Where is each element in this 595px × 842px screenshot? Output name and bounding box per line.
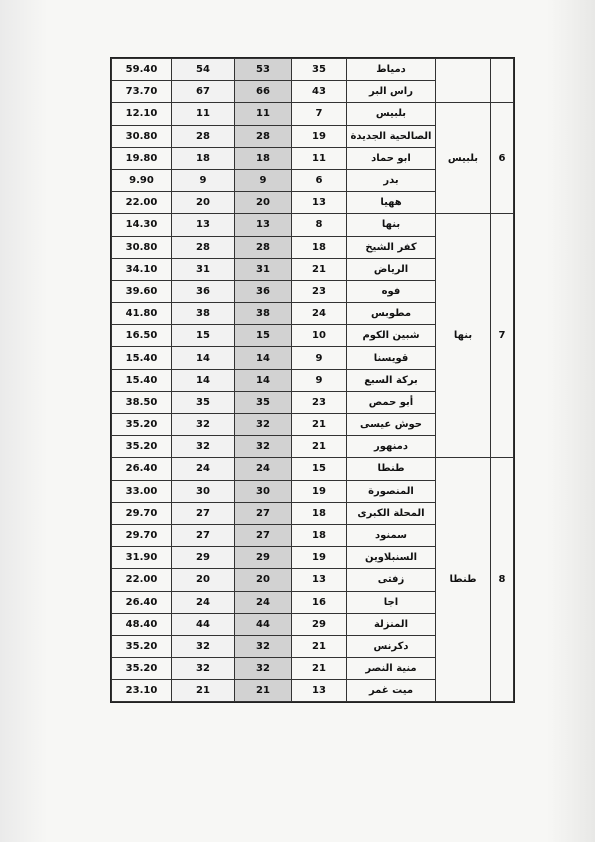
value-col-4: 38.50 bbox=[112, 391, 172, 413]
value-col-2: 27 bbox=[235, 524, 292, 546]
value-col-2: 53 bbox=[235, 59, 292, 81]
value-col-4: 29.70 bbox=[112, 502, 172, 524]
value-col-1: 9 bbox=[292, 347, 347, 369]
value-col-3: 24 bbox=[172, 591, 235, 613]
value-col-3: 32 bbox=[172, 414, 235, 436]
city-name: المنصورة bbox=[347, 480, 436, 502]
value-col-1: 23 bbox=[292, 280, 347, 302]
value-col-1: 21 bbox=[292, 414, 347, 436]
value-col-4: 59.40 bbox=[112, 59, 172, 81]
value-col-3: 36 bbox=[172, 280, 235, 302]
value-col-4: 35.20 bbox=[112, 436, 172, 458]
city-name: دمياط bbox=[347, 59, 436, 81]
value-col-1: 24 bbox=[292, 303, 347, 325]
value-col-4: 23.10 bbox=[112, 680, 172, 702]
value-col-1: 19 bbox=[292, 125, 347, 147]
value-col-3: 31 bbox=[172, 258, 235, 280]
city-name: منية النصر bbox=[347, 658, 436, 680]
value-col-1: 29 bbox=[292, 613, 347, 635]
city-name: السنبلاوين bbox=[347, 547, 436, 569]
value-col-3: 32 bbox=[172, 635, 235, 657]
value-col-4: 41.80 bbox=[112, 303, 172, 325]
value-col-4: 22.00 bbox=[112, 569, 172, 591]
value-col-4: 16.50 bbox=[112, 325, 172, 347]
city-name: راس البر bbox=[347, 81, 436, 103]
city-name: شبين الكوم bbox=[347, 325, 436, 347]
group-number: 8 bbox=[491, 458, 514, 702]
value-col-3: 54 bbox=[172, 59, 235, 81]
value-col-4: 14.30 bbox=[112, 214, 172, 236]
group-number: 7 bbox=[491, 214, 514, 458]
value-col-4: 30.80 bbox=[112, 125, 172, 147]
value-col-2: 13 bbox=[235, 214, 292, 236]
group-number: 6 bbox=[491, 103, 514, 214]
value-col-3: 13 bbox=[172, 214, 235, 236]
city-name: ابو حماد bbox=[347, 147, 436, 169]
value-col-4: 15.40 bbox=[112, 369, 172, 391]
city-name: دمنهور bbox=[347, 436, 436, 458]
value-col-3: 29 bbox=[172, 547, 235, 569]
value-col-4: 15.40 bbox=[112, 347, 172, 369]
value-col-1: 9 bbox=[292, 369, 347, 391]
city-name: ميت غمر bbox=[347, 680, 436, 702]
value-col-3: 18 bbox=[172, 147, 235, 169]
value-col-2: 44 bbox=[235, 613, 292, 635]
value-col-1: 18 bbox=[292, 502, 347, 524]
value-col-3: 32 bbox=[172, 658, 235, 680]
value-col-2: 32 bbox=[235, 436, 292, 458]
value-col-4: 34.10 bbox=[112, 258, 172, 280]
value-col-3: 15 bbox=[172, 325, 235, 347]
value-col-3: 20 bbox=[172, 192, 235, 214]
city-name: بركة السبع bbox=[347, 369, 436, 391]
value-col-2: 32 bbox=[235, 414, 292, 436]
value-col-3: 11 bbox=[172, 103, 235, 125]
value-col-1: 19 bbox=[292, 480, 347, 502]
value-col-3: 27 bbox=[172, 502, 235, 524]
value-col-1: 13 bbox=[292, 680, 347, 702]
value-col-4: 73.70 bbox=[112, 81, 172, 103]
value-col-3: 44 bbox=[172, 613, 235, 635]
value-col-2: 32 bbox=[235, 635, 292, 657]
city-name: بنها bbox=[347, 214, 436, 236]
value-col-3: 21 bbox=[172, 680, 235, 702]
city-name: الرياض bbox=[347, 258, 436, 280]
group-name: بنها bbox=[436, 214, 491, 458]
value-col-2: 32 bbox=[235, 658, 292, 680]
group-number bbox=[491, 59, 514, 103]
value-col-3: 14 bbox=[172, 369, 235, 391]
value-col-2: 14 bbox=[235, 347, 292, 369]
city-name: بلبيس bbox=[347, 103, 436, 125]
value-col-4: 35.20 bbox=[112, 635, 172, 657]
value-col-2: 38 bbox=[235, 303, 292, 325]
city-name: زفتى bbox=[347, 569, 436, 591]
city-name: اجا bbox=[347, 591, 436, 613]
city-name: بدر bbox=[347, 169, 436, 191]
value-col-3: 67 bbox=[172, 81, 235, 103]
value-col-1: 18 bbox=[292, 524, 347, 546]
value-col-3: 32 bbox=[172, 436, 235, 458]
value-col-4: 39.60 bbox=[112, 280, 172, 302]
value-col-3: 27 bbox=[172, 524, 235, 546]
value-col-2: 11 bbox=[235, 103, 292, 125]
value-col-2: 21 bbox=[235, 680, 292, 702]
value-col-4: 35.20 bbox=[112, 658, 172, 680]
value-col-2: 24 bbox=[235, 458, 292, 480]
city-name: المحلة الكبرى bbox=[347, 502, 436, 524]
value-col-4: 9.90 bbox=[112, 169, 172, 191]
value-col-4: 26.40 bbox=[112, 591, 172, 613]
value-col-2: 28 bbox=[235, 125, 292, 147]
value-col-1: 16 bbox=[292, 591, 347, 613]
value-col-2: 9 bbox=[235, 169, 292, 191]
city-name: قويسنا bbox=[347, 347, 436, 369]
value-col-1: 10 bbox=[292, 325, 347, 347]
value-col-4: 19.80 bbox=[112, 147, 172, 169]
value-col-2: 24 bbox=[235, 591, 292, 613]
city-name: كفر الشيخ bbox=[347, 236, 436, 258]
value-col-2: 20 bbox=[235, 569, 292, 591]
value-col-1: 19 bbox=[292, 547, 347, 569]
value-col-4: 26.40 bbox=[112, 458, 172, 480]
value-col-2: 66 bbox=[235, 81, 292, 103]
value-col-1: 21 bbox=[292, 258, 347, 280]
value-col-1: 23 bbox=[292, 391, 347, 413]
city-name: أبو حمص bbox=[347, 391, 436, 413]
value-col-2: 28 bbox=[235, 236, 292, 258]
value-col-1: 11 bbox=[292, 147, 347, 169]
fare-table bbox=[111, 58, 514, 702]
value-col-2: 36 bbox=[235, 280, 292, 302]
city-name: حوش عيسى bbox=[347, 414, 436, 436]
group-name bbox=[436, 59, 491, 103]
city-name: سمنود bbox=[347, 524, 436, 546]
value-col-1: 21 bbox=[292, 436, 347, 458]
value-col-1: 13 bbox=[292, 569, 347, 591]
value-col-2: 15 bbox=[235, 325, 292, 347]
value-col-3: 9 bbox=[172, 169, 235, 191]
value-col-1: 35 bbox=[292, 59, 347, 81]
value-col-4: 22.00 bbox=[112, 192, 172, 214]
value-col-2: 29 bbox=[235, 547, 292, 569]
city-name: طنطا bbox=[347, 458, 436, 480]
group-name: طنطا bbox=[436, 458, 491, 702]
value-col-3: 30 bbox=[172, 480, 235, 502]
value-col-1: 21 bbox=[292, 658, 347, 680]
value-col-1: 18 bbox=[292, 236, 347, 258]
value-col-3: 38 bbox=[172, 303, 235, 325]
value-col-3: 28 bbox=[172, 236, 235, 258]
value-col-2: 30 bbox=[235, 480, 292, 502]
value-col-1: 13 bbox=[292, 192, 347, 214]
table-row bbox=[112, 103, 514, 125]
value-col-4: 30.80 bbox=[112, 236, 172, 258]
city-name: فوه bbox=[347, 280, 436, 302]
value-col-3: 20 bbox=[172, 569, 235, 591]
value-col-1: 8 bbox=[292, 214, 347, 236]
value-col-2: 20 bbox=[235, 192, 292, 214]
city-name: المنزلة bbox=[347, 613, 436, 635]
value-col-1: 7 bbox=[292, 103, 347, 125]
value-col-1: 6 bbox=[292, 169, 347, 191]
table-body bbox=[112, 59, 514, 702]
value-col-1: 15 bbox=[292, 458, 347, 480]
value-col-4: 12.10 bbox=[112, 103, 172, 125]
value-col-2: 35 bbox=[235, 391, 292, 413]
table-row bbox=[112, 59, 514, 81]
city-name: مطوبس bbox=[347, 303, 436, 325]
value-col-3: 35 bbox=[172, 391, 235, 413]
city-name: الصالحية الجديدة bbox=[347, 125, 436, 147]
value-col-4: 29.70 bbox=[112, 524, 172, 546]
value-col-1: 21 bbox=[292, 635, 347, 657]
value-col-3: 14 bbox=[172, 347, 235, 369]
value-col-4: 33.00 bbox=[112, 480, 172, 502]
table-row bbox=[112, 458, 514, 480]
value-col-2: 31 bbox=[235, 258, 292, 280]
city-name: دكرنس bbox=[347, 635, 436, 657]
city-name: ههيا bbox=[347, 192, 436, 214]
value-col-4: 31.90 bbox=[112, 547, 172, 569]
value-col-3: 28 bbox=[172, 125, 235, 147]
value-col-2: 27 bbox=[235, 502, 292, 524]
group-name: بلبيس bbox=[436, 103, 491, 214]
value-col-3: 24 bbox=[172, 458, 235, 480]
value-col-4: 48.40 bbox=[112, 613, 172, 635]
value-col-2: 18 bbox=[235, 147, 292, 169]
table-row bbox=[112, 214, 514, 236]
value-col-4: 35.20 bbox=[112, 414, 172, 436]
value-col-1: 43 bbox=[292, 81, 347, 103]
value-col-2: 14 bbox=[235, 369, 292, 391]
